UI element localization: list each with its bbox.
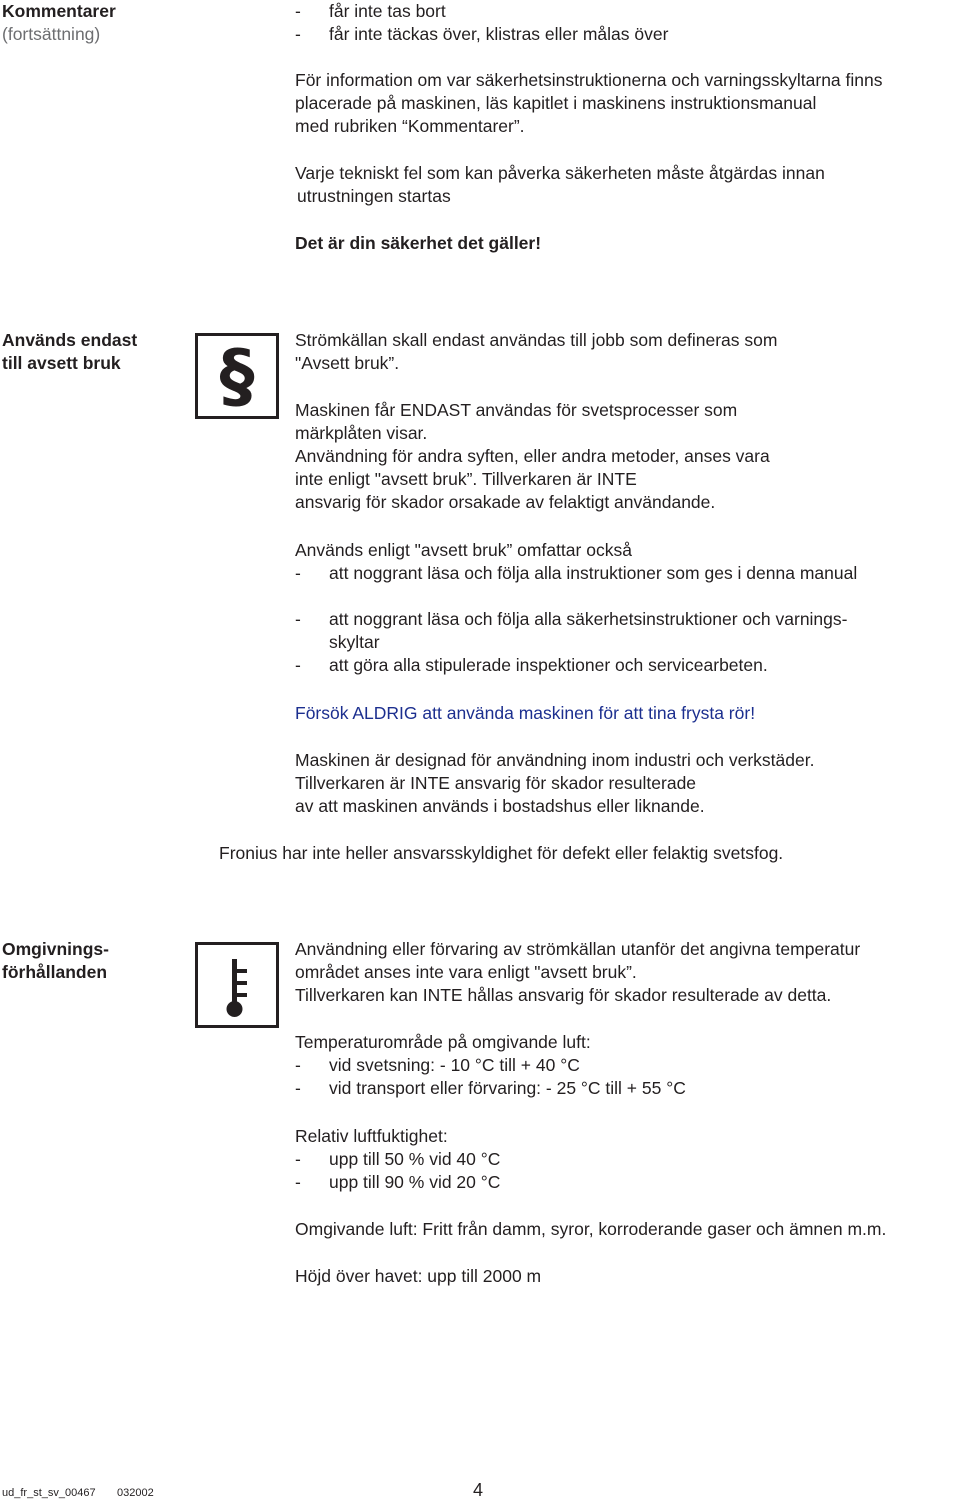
thermometer-graphic [198,945,276,1025]
paragraph-line: Strömkällan skall endast användas till jobb som defineras som [295,330,778,350]
page-number: 4 [473,1480,484,1500]
bullet-text: att göra alla stipulerade inspektioner och servicearbeten. [329,655,768,675]
paragraph-line: placerade på maskinen, läs kapitlet i maskinens instruktionsmanual [295,93,817,113]
paragraph-line: Maskinen är designad för användning inom industri och verkstäder. [295,750,815,770]
section-title-omgivning-line1: Omgivnings- [2,939,109,959]
bullet-text: att noggrant läsa och följa alla säkerhetsinstruktioner och varnings- [329,609,848,629]
paragraph-line: Användning för andra syften, eller andra metoder, anses vara [295,446,770,466]
safety-emphasis: Det är din säkerhet det gäller! [295,233,542,253]
bullet-text: vid svetsning: - 10 °C till + 40 °C [329,1055,580,1075]
paragraph-line: Fronius har inte heller ansvarsskyldighet för defekt eller felaktig svetsfog. [219,843,784,863]
bullet-text-continued: skyltar [329,632,380,652]
bullet-dash: - [295,609,301,629]
bullet-text: upp till 50 % vid 40 °C [329,1149,501,1169]
paragraph-line: Maskinen får ENDAST användas för svetsprocesser som [295,400,738,420]
paragraph-line: inte enligt "avsett bruk”. Tillverkaren är INTE [295,469,637,489]
bullet-dash: - [295,1172,301,1192]
section-title-kommentarer: Kommentarer [2,1,116,21]
paragraph-line: För information om var säkerhetsinstruktionerna och varningsskyltarna finns [295,70,883,90]
paragraph-line: Användning eller förvaring av strömkällan utanför det angivna temperatur [295,939,861,959]
bullet-dash: - [295,24,301,44]
warning-line: Försök ALDRIG att använda maskinen för att tina frysta rör! [295,703,756,723]
paragraph-line: Tillverkaren är INTE ansvarig för skador resulterade [295,773,697,793]
paragraph-line: Temperaturområde på omgivande luft: [295,1032,591,1052]
paragraph-line: Omgivande luft: Fritt från damm, syror, korroderande gaser och ämnen m.m. [295,1219,887,1239]
bullet-text: att noggrant läsa och följa alla instruktioner som ges i denna manual [329,563,858,583]
paragraph-line: Används enligt "avsett bruk” omfattar också [295,540,632,560]
paragraph-line: området anses inte vara enligt "avsett bruk”. [295,962,637,982]
section-title-avsett-bruk-line1: Används endast [2,330,138,350]
bullet-dash: - [295,1078,301,1098]
paragraph-line: ansvarig för skador orsakade av felaktigt användande. [295,492,716,512]
footer-doc-id: ud_fr_st_sv_00467 [2,1487,96,1499]
paragraph-line: Tillverkaren kan INTE hållas ansvarig för skador resulterade av detta. [295,985,832,1005]
bullet-dash: - [295,563,301,583]
paragraph-line: Varje tekniskt fel som kan påverka säkerheten måste åtgärdas innan [295,163,825,183]
paragraph-line: av att maskinen används i bostadshus eller liknande. [295,796,705,816]
bullet-text: får inte tas bort [329,1,446,21]
bullet-text: upp till 90 % vid 20 °C [329,1172,501,1192]
bullet-dash: - [295,1149,301,1169]
section-title-avsett-bruk-line2: till avsett bruk [2,353,121,373]
bullet-dash: - [295,655,301,675]
section-subtitle: (fortsättning) [2,24,101,44]
paragraph-line: med rubriken “Kommentarer”. [295,116,525,136]
paragraph-line: märkplåten visar. [295,423,428,443]
thermometer-icon [195,942,279,1028]
section-title-omgivning-line2: förhållanden [2,962,108,982]
bullet-text: vid transport eller förvaring: - 25 °C till + 55 °C [329,1078,686,1098]
paragraph-line: "Avsett bruk”. [295,353,400,373]
bullet-text: får inte täckas över, klistras eller målas över [329,24,669,44]
bullet-dash: - [295,1055,301,1075]
paragraph-icon [195,333,279,419]
paragraph-line: Höjd över havet: upp till 2000 m [295,1266,542,1286]
bullet-dash: - [295,1,301,21]
paragraph-glyph: § [219,335,255,417]
paragraph-line: utrustningen startas [297,186,451,206]
footer-date-code: 032002 [117,1487,154,1499]
paragraph-line: Relativ luftfuktighet: [295,1126,448,1146]
